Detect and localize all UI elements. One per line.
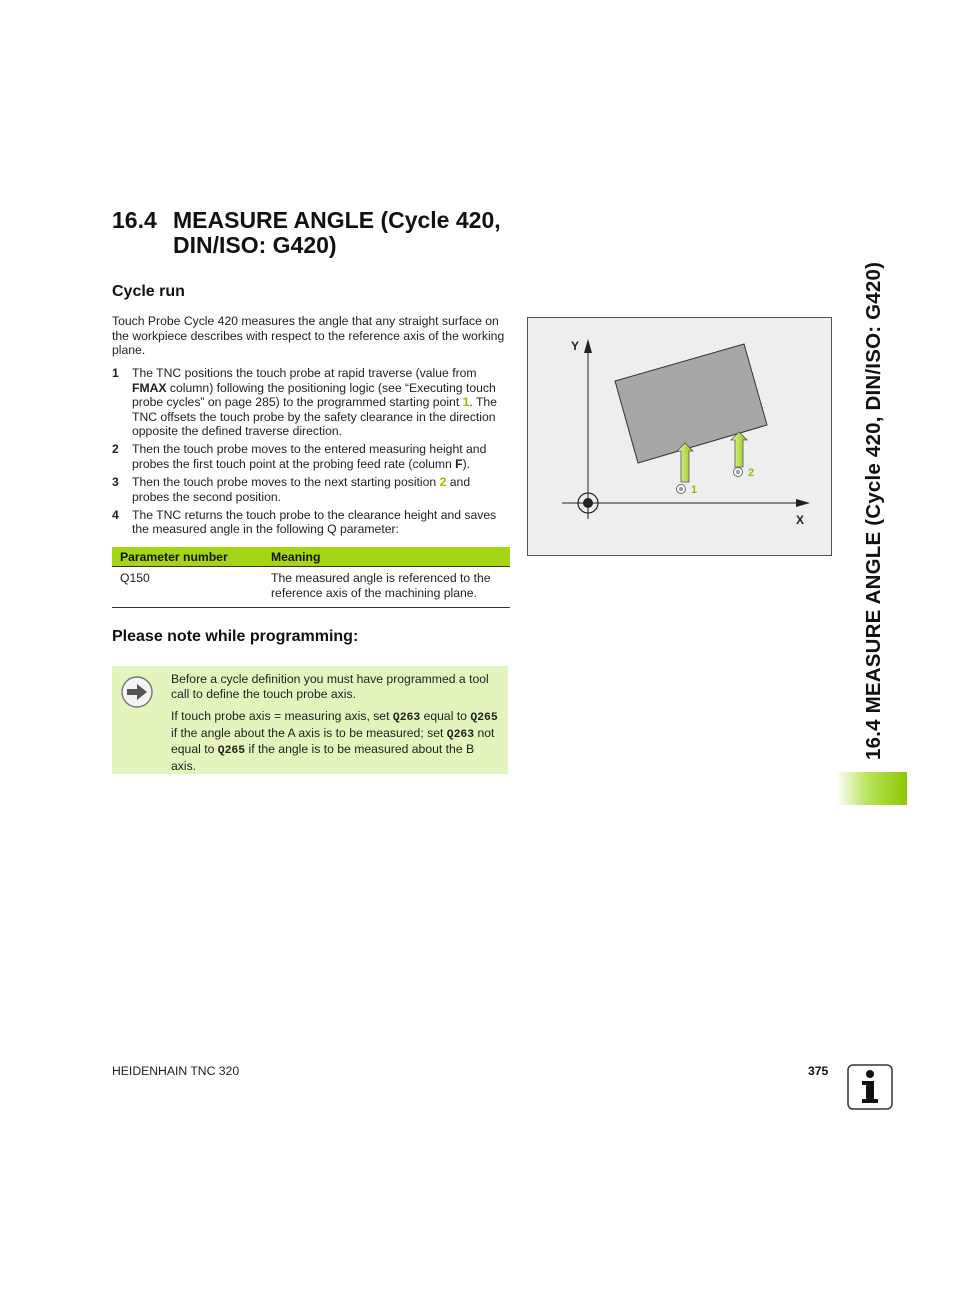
note-box [112, 666, 508, 774]
section-title: MEASURE ANGLE (Cycle 420, DIN/ISO: G420) [173, 207, 501, 258]
info-icon [847, 1064, 893, 1110]
probe-arrow-2 [731, 432, 747, 467]
x-axis-label: X [796, 513, 805, 527]
table-header: Parameter number [112, 547, 263, 567]
step-text: The TNC returns the touch probe to the clearance height and saves the measured angle in the following Q parameter: [132, 507, 497, 537]
parameter-table [112, 547, 510, 608]
step-text: The TNC positions the touch probe at rapid traverse (value from [132, 366, 477, 380]
step-text: ). [462, 456, 471, 471]
touch-point-1 [677, 485, 686, 494]
step-text: Then the touch probe moves to the next starting position [132, 474, 440, 489]
point-ref: 1 [462, 395, 470, 410]
q-param: Q263 [446, 728, 475, 741]
note-text-run: if the angle is to be measured about the B axis. [171, 742, 475, 773]
point-ref: 2 [439, 474, 447, 489]
x-axis-arrow [796, 499, 810, 507]
programming-note-heading: Please note while programming: [112, 628, 359, 645]
table-row [112, 567, 510, 608]
probe-arrow-1 [677, 443, 693, 482]
list-item [112, 508, 510, 537]
cycle-run-intro: Touch Probe Cycle 420 measures the angle that any straight surface on the workpiece describes with respect to the reference axis of the working plane. [112, 314, 505, 358]
step-text: column) following the positioning logic (see “Executing touch probe cycles” on page 285) to the programmed starting point [132, 380, 496, 410]
step-number: 2 [112, 442, 119, 457]
y-axis-arrow [584, 339, 592, 353]
point-2-label: 2 [748, 467, 755, 479]
table-cell-meaning: The measured angle is referenced to the reference axis of the machining plane. [263, 567, 510, 608]
note-paragraph [171, 709, 501, 773]
step-text: Then the touch probe moves to the entered measuring height and probes the first touch point at the probing feed rate (column [132, 442, 487, 471]
table-header-row [112, 547, 510, 567]
column-keyword: F [455, 456, 463, 471]
workpiece-shape [615, 344, 767, 463]
note-text-run: not equal to [171, 725, 495, 757]
step-number: 4 [112, 507, 119, 522]
q-param: Q265 [217, 745, 246, 758]
note-text [171, 672, 501, 782]
note-text-run: if the angle about the A axis is to be measured; set [171, 725, 447, 740]
arrow-right-icon [121, 676, 153, 708]
cycle-steps-list [112, 366, 510, 540]
step-number: 1 [112, 366, 119, 380]
footer-product: HEIDENHAIN TNC 320 [112, 1064, 240, 1078]
origin-symbol [572, 487, 604, 519]
step-text: and probes the second position. [132, 474, 471, 504]
step-text: . The TNC offsets the touch probe by the safety clearance in the direction opposite the defined traverse direction. [132, 395, 497, 439]
note-text-run: equal to [420, 709, 471, 724]
touch-point-2 [734, 468, 743, 477]
note-paragraph: Before a cycle definition you must have programmed a tool call to define the touch probe axis. [171, 672, 489, 701]
measure-angle-diagram [527, 317, 832, 556]
cycle-run-heading: Cycle run [112, 283, 185, 300]
table-header: Meaning [263, 547, 510, 567]
side-running-title: 16.4 MEASURE ANGLE (Cycle 420, DIN/ISO: G420) [862, 261, 885, 760]
q-param: Q263 [392, 712, 421, 725]
diagram-svg [528, 318, 831, 555]
table-cell-param: Q150 [112, 567, 263, 608]
step-number: 3 [112, 474, 119, 489]
list-item [112, 366, 510, 439]
page-number: 375 [808, 1064, 829, 1078]
list-item [112, 475, 510, 504]
section-number: 16.4 [112, 207, 157, 233]
q-param: Q265 [470, 712, 498, 725]
note-text-run: If touch probe axis = measuring axis, set [171, 709, 393, 724]
side-tab-marker [836, 772, 907, 805]
fmax-keyword: FMAX [132, 380, 167, 395]
point-1-label: 1 [691, 484, 698, 496]
y-axis-label: Y [571, 339, 580, 353]
list-item [112, 442, 510, 471]
